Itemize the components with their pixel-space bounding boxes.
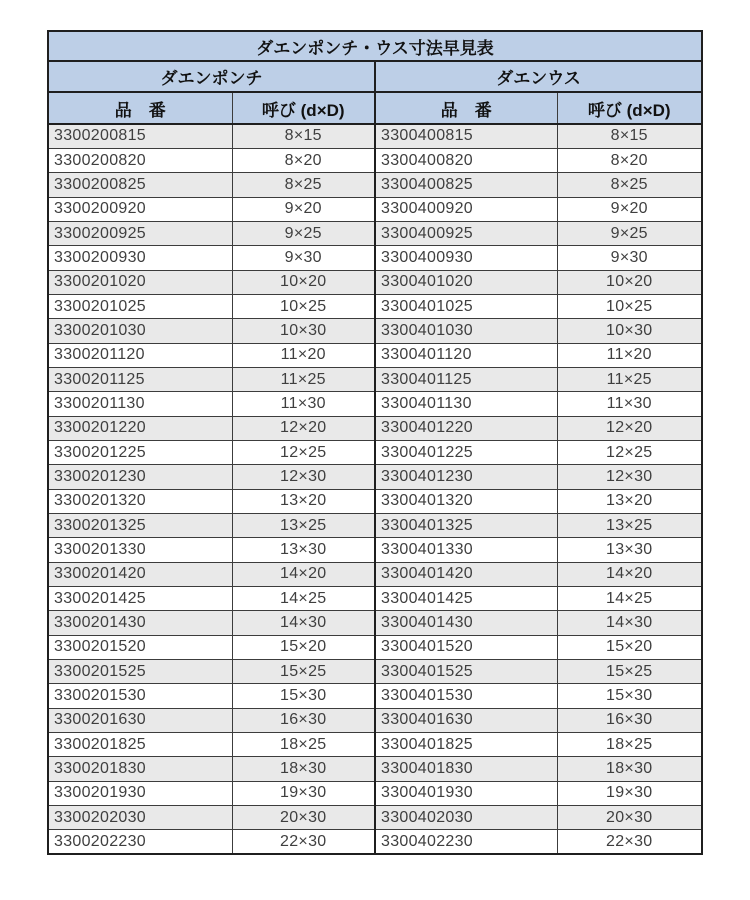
- cell-punch-part-no: 3300201930: [48, 781, 232, 805]
- cell-die-size: 9×25: [557, 221, 702, 245]
- cell-die-part-no: 3300401125: [375, 367, 557, 391]
- cell-die-part-no: 3300401425: [375, 587, 557, 611]
- cell-punch-part-no: 3300201830: [48, 757, 232, 781]
- cell-punch-part-no: 3300201030: [48, 319, 232, 343]
- cell-die-size: 15×20: [557, 635, 702, 659]
- cell-die-size: 12×25: [557, 440, 702, 464]
- cell-punch-part-no: 3300201520: [48, 635, 232, 659]
- cell-die-size: 10×20: [557, 270, 702, 294]
- table-row: [48, 587, 702, 611]
- table-row: [48, 124, 702, 148]
- column-header-die-size: 呼び (d×D): [557, 92, 702, 124]
- cell-punch-size: 16×30: [232, 708, 375, 732]
- cell-die-size: 14×25: [557, 587, 702, 611]
- cell-die-part-no: 3300400930: [375, 246, 557, 270]
- dimension-quick-reference-table: [47, 30, 703, 855]
- cell-die-size: 20×30: [557, 806, 702, 830]
- column-header-die-part-no: 品 番: [375, 92, 557, 124]
- cell-die-part-no: 3300400920: [375, 197, 557, 221]
- table-row: [48, 294, 702, 318]
- cell-die-size: 19×30: [557, 781, 702, 805]
- cell-die-part-no: 3300401430: [375, 611, 557, 635]
- cell-punch-size: 14×20: [232, 562, 375, 586]
- cell-punch-part-no: 3300201630: [48, 708, 232, 732]
- cell-punch-part-no: 3300200930: [48, 246, 232, 270]
- table-row: [48, 733, 702, 757]
- table-row: [48, 440, 702, 464]
- cell-die-size: 10×25: [557, 294, 702, 318]
- cell-die-part-no: 3300400815: [375, 124, 557, 148]
- cell-die-size: 8×25: [557, 173, 702, 197]
- cell-punch-size: 9×25: [232, 221, 375, 245]
- cell-punch-part-no: 3300201430: [48, 611, 232, 635]
- cell-die-part-no: 3300401420: [375, 562, 557, 586]
- cell-die-size: 12×20: [557, 416, 702, 440]
- cell-die-part-no: 3300401330: [375, 538, 557, 562]
- cell-die-part-no: 3300401230: [375, 465, 557, 489]
- table-row: [48, 270, 702, 294]
- column-header-punch-size: 呼び (d×D): [232, 92, 375, 124]
- cell-punch-size: 19×30: [232, 781, 375, 805]
- cell-die-part-no: 3300401525: [375, 660, 557, 684]
- table-row: [48, 489, 702, 513]
- cell-punch-size: 8×15: [232, 124, 375, 148]
- cell-die-part-no: 3300400825: [375, 173, 557, 197]
- cell-punch-part-no: 3300201530: [48, 684, 232, 708]
- cell-punch-part-no: 3300201825: [48, 733, 232, 757]
- cell-punch-size: 12×30: [232, 465, 375, 489]
- table-row: [48, 514, 702, 538]
- cell-die-size: 13×20: [557, 489, 702, 513]
- table-body: [48, 124, 702, 854]
- cell-die-size: 13×25: [557, 514, 702, 538]
- table-row: [48, 416, 702, 440]
- table-row: [48, 684, 702, 708]
- table-row: [48, 562, 702, 586]
- cell-die-size: 8×20: [557, 148, 702, 172]
- table-row: [48, 392, 702, 416]
- table-row: [48, 367, 702, 391]
- table-row: [48, 757, 702, 781]
- cell-die-part-no: 3300401830: [375, 757, 557, 781]
- cell-punch-size: 18×30: [232, 757, 375, 781]
- table-row: [48, 538, 702, 562]
- cell-punch-size: 14×30: [232, 611, 375, 635]
- table-row: [48, 660, 702, 684]
- cell-punch-part-no: 3300200920: [48, 197, 232, 221]
- cell-punch-size: 9×20: [232, 197, 375, 221]
- cell-punch-part-no: 3300200925: [48, 221, 232, 245]
- column-header-punch-part-no: 品 番: [48, 92, 232, 124]
- cell-die-part-no: 3300401825: [375, 733, 557, 757]
- cell-punch-part-no: 3300201125: [48, 367, 232, 391]
- cell-die-part-no: 3300401025: [375, 294, 557, 318]
- cell-punch-part-no: 3300201020: [48, 270, 232, 294]
- column-header-row: [48, 92, 702, 124]
- cell-die-size: 15×30: [557, 684, 702, 708]
- cell-punch-size: 14×25: [232, 587, 375, 611]
- cell-punch-part-no: 3300201330: [48, 538, 232, 562]
- cell-punch-size: 8×20: [232, 148, 375, 172]
- cell-punch-part-no: 3300202230: [48, 830, 232, 854]
- table-row: [48, 343, 702, 367]
- cell-punch-part-no: 3300201025: [48, 294, 232, 318]
- cell-die-part-no: 3300401130: [375, 392, 557, 416]
- cell-die-part-no: 3300401530: [375, 684, 557, 708]
- section-header-punch: ダエンポンチ: [48, 61, 375, 92]
- cell-punch-part-no: 3300201120: [48, 343, 232, 367]
- table-row: [48, 319, 702, 343]
- cell-die-size: 11×20: [557, 343, 702, 367]
- cell-die-size: 16×30: [557, 708, 702, 732]
- cell-punch-size: 15×30: [232, 684, 375, 708]
- table-row: [48, 830, 702, 854]
- cell-punch-size: 15×20: [232, 635, 375, 659]
- cell-punch-part-no: 3300201525: [48, 660, 232, 684]
- cell-punch-part-no: 3300201425: [48, 587, 232, 611]
- cell-punch-size: 11×25: [232, 367, 375, 391]
- cell-die-size: 11×25: [557, 367, 702, 391]
- cell-die-size: 22×30: [557, 830, 702, 854]
- cell-die-size: 18×30: [557, 757, 702, 781]
- cell-punch-part-no: 3300201320: [48, 489, 232, 513]
- cell-punch-size: 11×30: [232, 392, 375, 416]
- cell-die-part-no: 3300401120: [375, 343, 557, 367]
- table-row: [48, 465, 702, 489]
- table-title-row: [48, 31, 702, 61]
- cell-die-size: 14×30: [557, 611, 702, 635]
- cell-die-part-no: 3300400820: [375, 148, 557, 172]
- cell-punch-size: 20×30: [232, 806, 375, 830]
- cell-die-size: 12×30: [557, 465, 702, 489]
- cell-die-part-no: 3300401930: [375, 781, 557, 805]
- table-row: [48, 197, 702, 221]
- table-row: [48, 781, 702, 805]
- cell-punch-size: 10×20: [232, 270, 375, 294]
- cell-die-size: 14×20: [557, 562, 702, 586]
- cell-die-part-no: 3300401220: [375, 416, 557, 440]
- cell-punch-size: 10×30: [232, 319, 375, 343]
- cell-die-part-no: 3300401325: [375, 514, 557, 538]
- cell-punch-size: 8×25: [232, 173, 375, 197]
- cell-die-part-no: 3300401020: [375, 270, 557, 294]
- cell-die-part-no: 3300401520: [375, 635, 557, 659]
- table-row: [48, 148, 702, 172]
- cell-punch-size: 10×25: [232, 294, 375, 318]
- cell-punch-part-no: 3300201230: [48, 465, 232, 489]
- cell-die-part-no: 3300401030: [375, 319, 557, 343]
- cell-punch-part-no: 3300201225: [48, 440, 232, 464]
- cell-punch-size: 15×25: [232, 660, 375, 684]
- cell-punch-size: 13×30: [232, 538, 375, 562]
- table-row: [48, 708, 702, 732]
- cell-punch-part-no: 3300201325: [48, 514, 232, 538]
- cell-punch-size: 9×30: [232, 246, 375, 270]
- cell-die-part-no: 3300401630: [375, 708, 557, 732]
- cell-die-part-no: 3300401320: [375, 489, 557, 513]
- table-row: [48, 806, 702, 830]
- cell-die-size: 11×30: [557, 392, 702, 416]
- cell-punch-part-no: 3300200825: [48, 173, 232, 197]
- section-header-row: [48, 61, 702, 92]
- cell-punch-size: 22×30: [232, 830, 375, 854]
- cell-die-size: 15×25: [557, 660, 702, 684]
- cell-punch-size: 18×25: [232, 733, 375, 757]
- cell-punch-size: 13×25: [232, 514, 375, 538]
- table-row: [48, 221, 702, 245]
- cell-punch-part-no: 3300201420: [48, 562, 232, 586]
- cell-punch-size: 11×20: [232, 343, 375, 367]
- cell-punch-size: 12×20: [232, 416, 375, 440]
- table-row: [48, 611, 702, 635]
- cell-punch-size: 13×20: [232, 489, 375, 513]
- cell-die-size: 9×20: [557, 197, 702, 221]
- table-row: [48, 246, 702, 270]
- cell-punch-part-no: 3300201130: [48, 392, 232, 416]
- cell-die-part-no: 3300402230: [375, 830, 557, 854]
- table-title: ダエンポンチ・ウス寸法早見表: [48, 31, 702, 61]
- section-header-die: ダエンウス: [375, 61, 702, 92]
- cell-punch-part-no: 3300200815: [48, 124, 232, 148]
- cell-punch-part-no: 3300202030: [48, 806, 232, 830]
- cell-die-size: 18×25: [557, 733, 702, 757]
- cell-die-part-no: 3300401225: [375, 440, 557, 464]
- table-row: [48, 635, 702, 659]
- cell-punch-part-no: 3300200820: [48, 148, 232, 172]
- cell-die-part-no: 3300402030: [375, 806, 557, 830]
- cell-die-size: 10×30: [557, 319, 702, 343]
- cell-die-size: 9×30: [557, 246, 702, 270]
- cell-die-size: 13×30: [557, 538, 702, 562]
- cell-punch-part-no: 3300201220: [48, 416, 232, 440]
- cell-punch-size: 12×25: [232, 440, 375, 464]
- cell-die-size: 8×15: [557, 124, 702, 148]
- cell-die-part-no: 3300400925: [375, 221, 557, 245]
- table-row: [48, 173, 702, 197]
